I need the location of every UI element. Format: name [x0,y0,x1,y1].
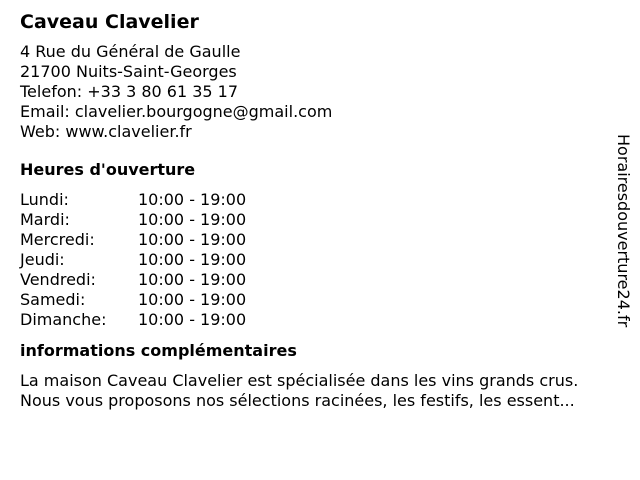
day-label: Dimanche: [20,310,107,329]
phone-number: Telefon: +33 3 80 61 35 17 [20,82,239,101]
info-description [20,371,620,411]
street-address: 4 Rue du Général de Gaulle [20,42,241,61]
time-range: 10:00 - 19:00 [138,290,247,309]
hours-row-sunday [20,310,620,330]
business-card [20,10,620,411]
opening-hours-list [20,190,620,330]
hours-row-monday [20,190,620,210]
day-label: Mercredi: [20,230,95,249]
time-range: 10:00 - 19:00 [138,250,247,269]
website: Web: www.clavelier.fr [20,122,192,141]
site-watermark: Horairesdouverture24.fr [614,134,633,328]
contact-block [20,42,620,142]
time-range: 10:00 - 19:00 [138,310,247,329]
hours-row-friday [20,270,620,290]
hours-row-tuesday [20,210,620,230]
info-line-1: La maison Caveau Clavelier est spécialisée dans les vins grands crus. [20,371,579,390]
hours-row-saturday [20,290,620,310]
hours-row-wednesday [20,230,620,250]
time-range: 10:00 - 19:00 [138,190,247,209]
day-label: Lundi: [20,190,69,209]
city-postcode: 21700 Nuits-Saint-Georges [20,62,237,81]
info-heading: informations complémentaires [20,341,297,360]
day-label: Jeudi: [20,250,65,269]
day-label: Mardi: [20,210,70,229]
email-address: Email: clavelier.bourgogne@gmail.com [20,102,333,121]
business-name: Caveau Clavelier [20,11,199,33]
hours-heading: Heures d'ouverture [20,160,196,179]
time-range: 10:00 - 19:00 [138,230,247,249]
hours-row-thursday [20,250,620,270]
time-range: 10:00 - 19:00 [138,210,247,229]
day-label: Samedi: [20,290,86,309]
info-line-2: Nous vous proposons nos sélections racinées, les festifs, les essent... [20,391,575,410]
time-range: 10:00 - 19:00 [138,270,247,289]
day-label: Vendredi: [20,270,96,289]
